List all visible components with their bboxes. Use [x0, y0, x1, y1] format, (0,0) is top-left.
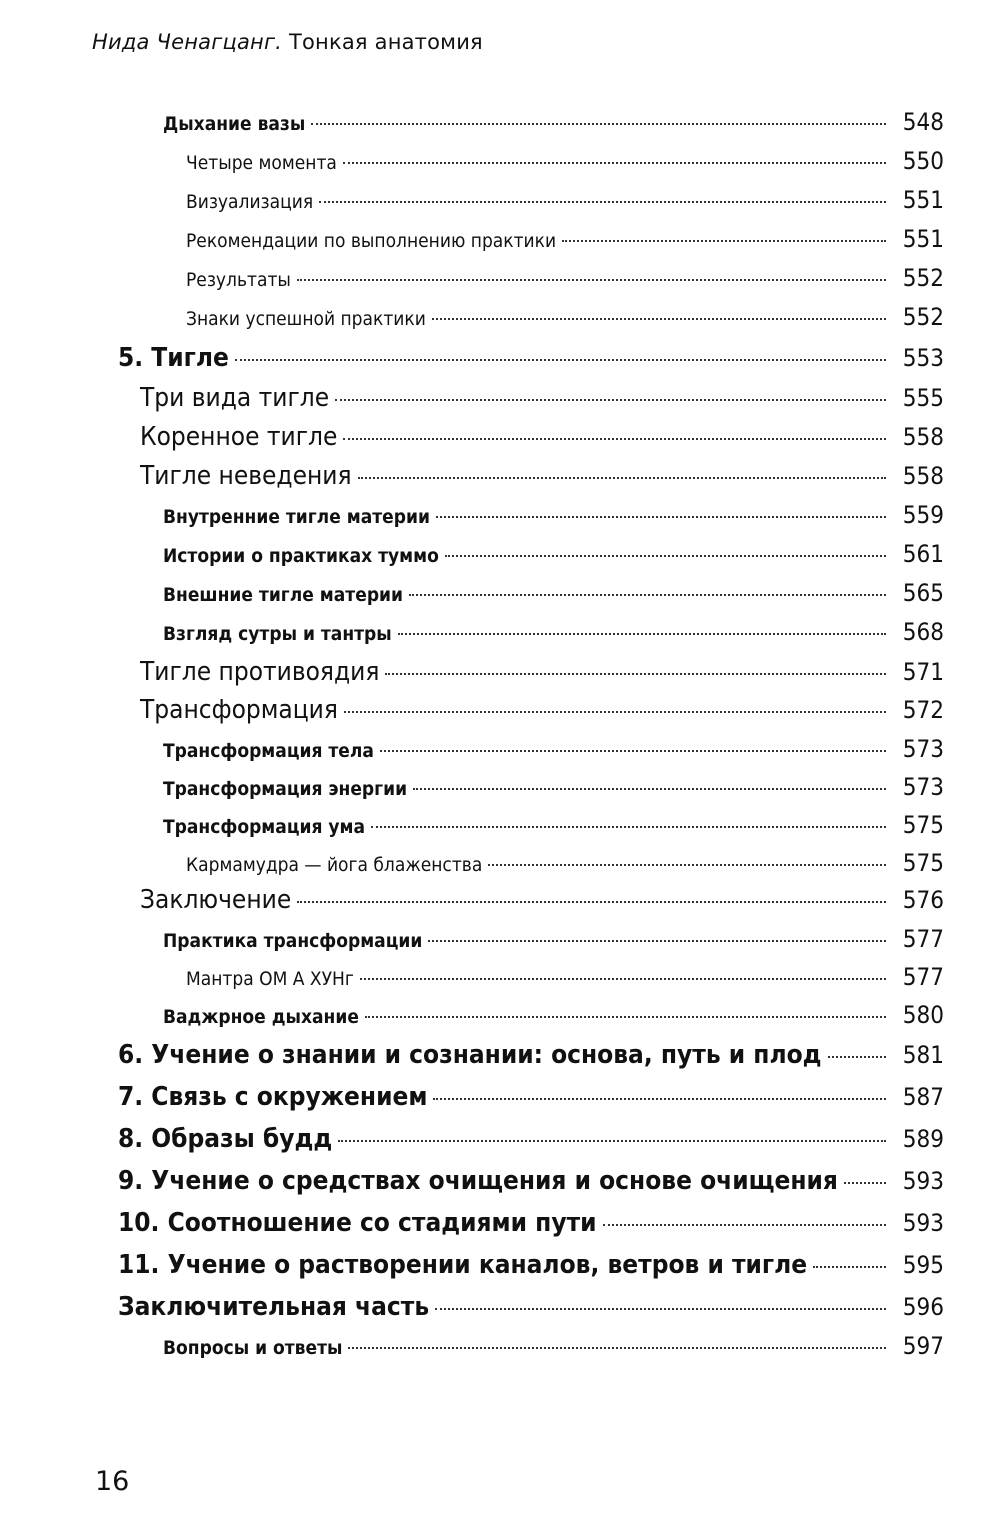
toc-entry[interactable] [163, 540, 944, 568]
toc-entry[interactable] [118, 1208, 944, 1238]
toc-entry[interactable] [186, 225, 944, 253]
toc-entry-title: Трансформация тела [163, 740, 374, 762]
toc-entry-page: 551 [902, 186, 944, 214]
dot-leader [428, 940, 886, 942]
dot-leader [445, 555, 886, 557]
dot-leader [297, 279, 886, 281]
toc-entry-page: 553 [902, 344, 944, 372]
toc-entry[interactable] [163, 579, 944, 607]
toc-entry[interactable] [186, 303, 944, 331]
toc-entry-page: 593 [902, 1167, 944, 1195]
toc-entry[interactable] [163, 925, 944, 953]
toc-entry-page: 571 [902, 658, 944, 686]
toc-entry-title: Ваджрное дыхание [163, 1006, 359, 1028]
toc-entry[interactable] [163, 735, 944, 763]
toc-entry-title: Мантра ОМ А ХУНг [186, 968, 354, 990]
toc-entry-title: Заключительная часть [118, 1292, 430, 1322]
toc-entry-page: 551 [902, 225, 944, 253]
dot-leader [311, 123, 886, 125]
toc-entry-page: 555 [902, 384, 944, 412]
toc-entry[interactable] [140, 695, 944, 725]
toc-entry[interactable] [186, 849, 944, 877]
dot-leader [343, 438, 886, 440]
toc-entry-page: 558 [902, 462, 944, 490]
toc-entry-page: 558 [902, 423, 944, 451]
toc-entry[interactable] [118, 1166, 944, 1196]
toc-entry[interactable] [118, 1124, 944, 1154]
toc-entry-title: Результаты [186, 269, 291, 291]
toc-entry-title: Четыре момента [186, 152, 337, 174]
toc-entry-page: 587 [902, 1083, 944, 1111]
dot-leader [488, 864, 886, 866]
toc-entry[interactable] [140, 422, 944, 452]
toc-entry[interactable] [140, 657, 944, 687]
toc-entry-page: 552 [902, 264, 944, 292]
running-head [92, 30, 483, 54]
toc-entry[interactable] [186, 963, 944, 991]
running-head-title: Тонкая анатомия [288, 30, 483, 54]
toc-entry[interactable] [118, 1292, 944, 1322]
toc-entry-title: Истории о практиках туммо [163, 545, 439, 567]
toc-entry-page: 552 [902, 303, 944, 331]
toc-entry-page: 548 [902, 108, 944, 136]
dot-leader [365, 1016, 886, 1018]
toc-entry[interactable] [140, 885, 944, 915]
toc-entry-title: Практика трансформации [163, 930, 423, 952]
toc-entry[interactable] [140, 461, 944, 491]
toc-entry-title: Трансформация ума [163, 816, 366, 838]
dot-leader [562, 240, 886, 242]
toc-entry[interactable] [163, 501, 944, 529]
toc-entry-title: Коренное тигле [140, 422, 338, 452]
dot-leader [828, 1056, 886, 1058]
toc-entry[interactable] [186, 186, 944, 214]
toc-entry[interactable] [118, 343, 944, 373]
toc-entry-page: 573 [902, 735, 944, 763]
toc-entry-page: 595 [902, 1251, 944, 1279]
dot-leader [844, 1182, 886, 1184]
toc-entry[interactable] [118, 1082, 944, 1112]
dot-leader [813, 1266, 886, 1268]
toc-entry-page: 550 [902, 147, 944, 175]
toc-entry-title: Взгляд сутры и тантры [163, 623, 392, 645]
toc-entry-title: Три вида тигле [140, 383, 330, 413]
dot-leader [348, 1347, 886, 1349]
dot-leader [385, 673, 886, 675]
toc-entry-page: 597 [902, 1332, 944, 1360]
dot-leader [603, 1224, 886, 1226]
dot-leader [338, 1140, 886, 1142]
toc-entry-title: Знаки успешной практики [186, 308, 426, 330]
dot-leader [319, 201, 886, 203]
toc-entry-page: 561 [902, 540, 944, 568]
dot-leader [235, 359, 886, 361]
toc-entry-page: 575 [902, 849, 944, 877]
toc-entry-title: 7. Связь с окружением [118, 1082, 428, 1112]
dot-leader [409, 594, 886, 596]
toc-entry-title: Тигле неведения [140, 461, 352, 491]
toc-entry-page: 589 [902, 1125, 944, 1153]
toc-entry[interactable] [163, 811, 944, 839]
dot-leader [371, 826, 886, 828]
toc-entry-page: 593 [902, 1209, 944, 1237]
toc-entry-title: Тигле противоядия [140, 657, 380, 687]
toc-entry-page: 565 [902, 579, 944, 607]
toc-entry-title: Внутренние тигле материи [163, 506, 430, 528]
toc-entry-page: 576 [902, 886, 944, 914]
toc-entry-title: Дыхание вазы [163, 113, 306, 135]
toc-entry-title: Заключение [140, 885, 292, 915]
toc-entry-title: Визуализация [186, 191, 314, 213]
dot-leader [343, 162, 886, 164]
toc-entry[interactable] [186, 147, 944, 175]
toc-entry[interactable] [163, 618, 944, 646]
toc-entry-title: 10. Соотношение со стадиями пути [118, 1208, 597, 1238]
toc-entry[interactable] [118, 1250, 944, 1280]
toc-entry-page: 577 [902, 925, 944, 953]
dot-leader [413, 788, 886, 790]
toc-entry[interactable] [163, 773, 944, 801]
dot-leader [432, 318, 886, 320]
toc-entry-title: 6. Учение о знании и сознании: основа, путь и плод [118, 1040, 822, 1070]
toc-entry-title: Трансформация энергии [163, 778, 408, 800]
dot-leader [380, 750, 886, 752]
toc-entry[interactable] [163, 108, 944, 136]
running-head-author: Нида Ченагцанг. [92, 30, 283, 54]
toc-entry-title: 11. Учение о растворении каналов, ветров и тигле [118, 1250, 808, 1280]
toc-entry-title: Рекомендации по выполнению практики [186, 230, 557, 252]
toc-entry-title: 5. Тигле [118, 343, 229, 373]
dot-leader [433, 1098, 886, 1100]
toc-entry-page: 573 [902, 773, 944, 801]
toc-entry[interactable] [163, 1332, 944, 1360]
toc-entry[interactable] [118, 1040, 944, 1070]
dot-leader [335, 399, 886, 401]
toc-entry-title: Внешние тигле материи [163, 584, 404, 606]
toc-entry[interactable] [163, 1001, 944, 1029]
toc-entry-page: 596 [902, 1293, 944, 1321]
dot-leader [360, 978, 886, 980]
toc-entry-title: 9. Учение о средствах очищения и основе очищения [118, 1166, 838, 1196]
toc-entry-page: 581 [902, 1041, 944, 1069]
toc-entry-page: 575 [902, 811, 944, 839]
toc-entry-page: 568 [902, 618, 944, 646]
toc-entry-title: Вопросы и ответы [163, 1337, 343, 1359]
dot-leader [297, 901, 886, 903]
toc-entry-page: 559 [902, 501, 944, 529]
dot-leader [358, 477, 886, 479]
dot-leader [344, 711, 886, 713]
toc-entry-title: 8. Образы будд [118, 1124, 333, 1154]
toc-entry-page: 580 [902, 1001, 944, 1029]
toc-entry[interactable] [140, 383, 944, 413]
dot-leader [435, 1308, 886, 1310]
page-number: 16 [95, 1466, 130, 1497]
dot-leader [436, 516, 886, 518]
toc-entry[interactable] [186, 264, 944, 292]
dot-leader [398, 633, 886, 635]
toc-entry-page: 577 [902, 963, 944, 991]
toc-entry-page: 572 [902, 696, 944, 724]
toc-entry-title: Кармамудра — йога блаженства [186, 854, 483, 876]
toc-entry-title: Трансформация [140, 695, 338, 725]
